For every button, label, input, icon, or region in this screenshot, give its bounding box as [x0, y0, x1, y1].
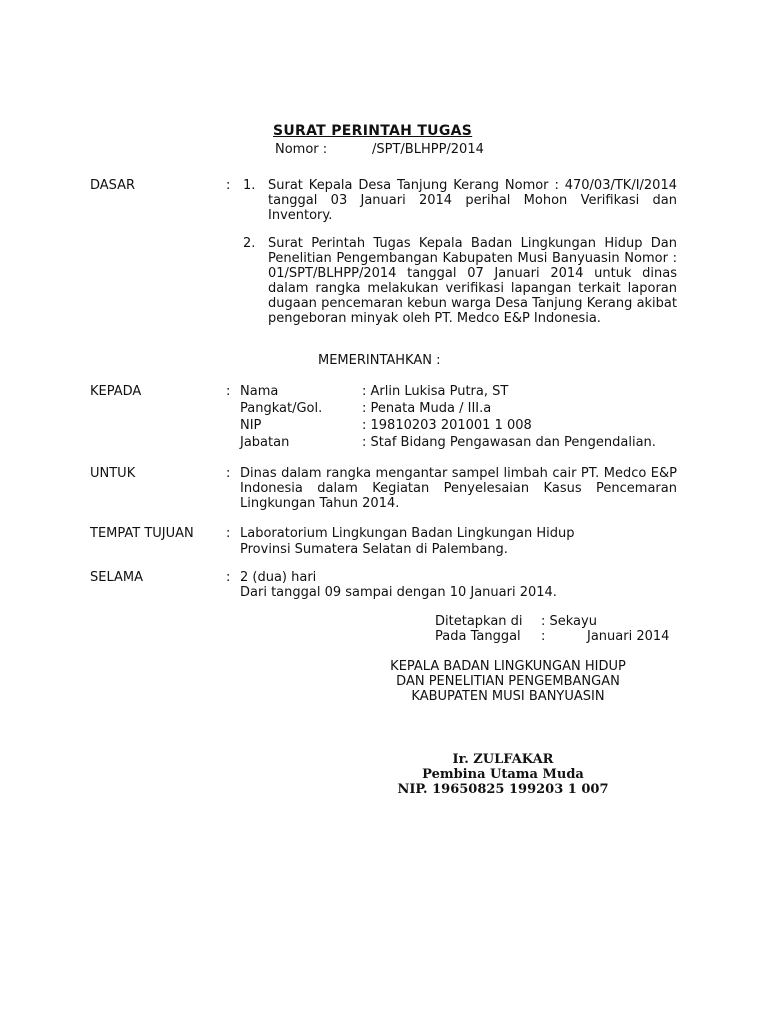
- signatory-nip: NIP. 19650825 199203 1 007: [397, 782, 609, 797]
- signatory-title-line-3: KABUPATEN MUSI BANYUASIN: [411, 689, 605, 704]
- field-pangkat-label: Pangkat/Gol.: [240, 401, 323, 416]
- signatory-title-line-1: KEPALA BADAN LINGKUNGAN HIDUP: [390, 659, 626, 674]
- tempat-tujuan-line-1: Laboratorium Lingkungan Badan Lingkungan Hidup: [240, 526, 575, 541]
- field-nama-value: : Arlin Lukisa Putra, ST: [362, 384, 509, 399]
- nomor-label: Nomor :: [275, 142, 328, 157]
- ditetapkan-label: Ditetapkan di: [435, 614, 523, 629]
- tanggal-value: Januari 2014: [587, 629, 670, 644]
- field-nip-label: NIP: [240, 418, 262, 433]
- selama-separator: :: [226, 570, 231, 585]
- ditetapkan-value: : Sekayu: [541, 614, 597, 629]
- untuk-text: Dinas dalam rangka mengantar sampel limbah cair PT. Medco E&P Indonesia dalam Kegiatan Penyelesaian Kasus Pencemaran Lingkungan Tahun 2014.: [240, 466, 677, 511]
- untuk-separator: :: [226, 466, 231, 481]
- dasar-separator: :: [226, 178, 231, 193]
- document-title: SURAT PERINTAH TUGAS: [273, 123, 473, 139]
- tempat-tujuan-line-2: Provinsi Sumatera Selatan di Palembang.: [240, 542, 508, 557]
- selama-line-1: 2 (dua) hari: [240, 570, 317, 585]
- dasar-item-2-text: Surat Perintah Tugas Kepala Badan Lingkungan Hidup Dan Penelitian Pengembangan Kabupaten Musi Banyuasin Nomor : 01/SPT/BLHPP/2014 tanggal 07 Januari 2014 untuk dinas dalam rangka melakukan verifikasi lapangan terkait laporan dugaan pencemaran kebun warga Desa Tanjung Kerang akibat pengeboran minyak oleh PT. Medco E&P Indonesia.: [268, 236, 677, 326]
- dasar-item-1-number: 1.: [243, 178, 256, 193]
- signatory-name: Ir. ZULFAKAR: [452, 752, 554, 767]
- nomor-value: /SPT/BLHPP/2014: [372, 142, 484, 157]
- signatory-rank: Pembina Utama Muda: [422, 767, 584, 782]
- dasar-item-2-number: 2.: [243, 236, 256, 251]
- signatory-title-line-2: DAN PENELITIAN PENGEMBANGAN: [396, 674, 620, 689]
- tempat-tujuan-separator: :: [226, 526, 231, 541]
- memerintahkan-heading: MEMERINTAHKAN :: [318, 353, 441, 368]
- selama-label: SELAMA: [90, 570, 144, 585]
- field-jabatan-label: Jabatan: [240, 435, 290, 450]
- field-jabatan-value: : Staf Bidang Pengawasan dan Pengendalian.: [362, 435, 656, 450]
- field-nama-label: Nama: [240, 384, 279, 399]
- field-nip-value: : 19810203 201001 1 008: [362, 418, 532, 433]
- untuk-label: UNTUK: [90, 466, 136, 481]
- tanggal-separator: :: [541, 629, 546, 644]
- field-pangkat-value: : Penata Muda / III.a: [362, 401, 492, 416]
- tempat-tujuan-label: TEMPAT TUJUAN: [90, 526, 194, 541]
- selama-line-2: Dari tanggal 09 sampai dengan 10 Januari 2014.: [240, 585, 557, 600]
- kepada-separator: :: [226, 384, 231, 399]
- dasar-item-1-text: Surat Kepala Desa Tanjung Kerang Nomor : 470/03/TK/I/2014 tanggal 03 Januari 2014 perihal Mohon Verifikasi dan Inventory.: [268, 178, 677, 223]
- dasar-label: DASAR: [90, 178, 136, 193]
- kepada-label: KEPADA: [90, 384, 142, 399]
- tanggal-label: Pada Tanggal: [435, 629, 521, 644]
